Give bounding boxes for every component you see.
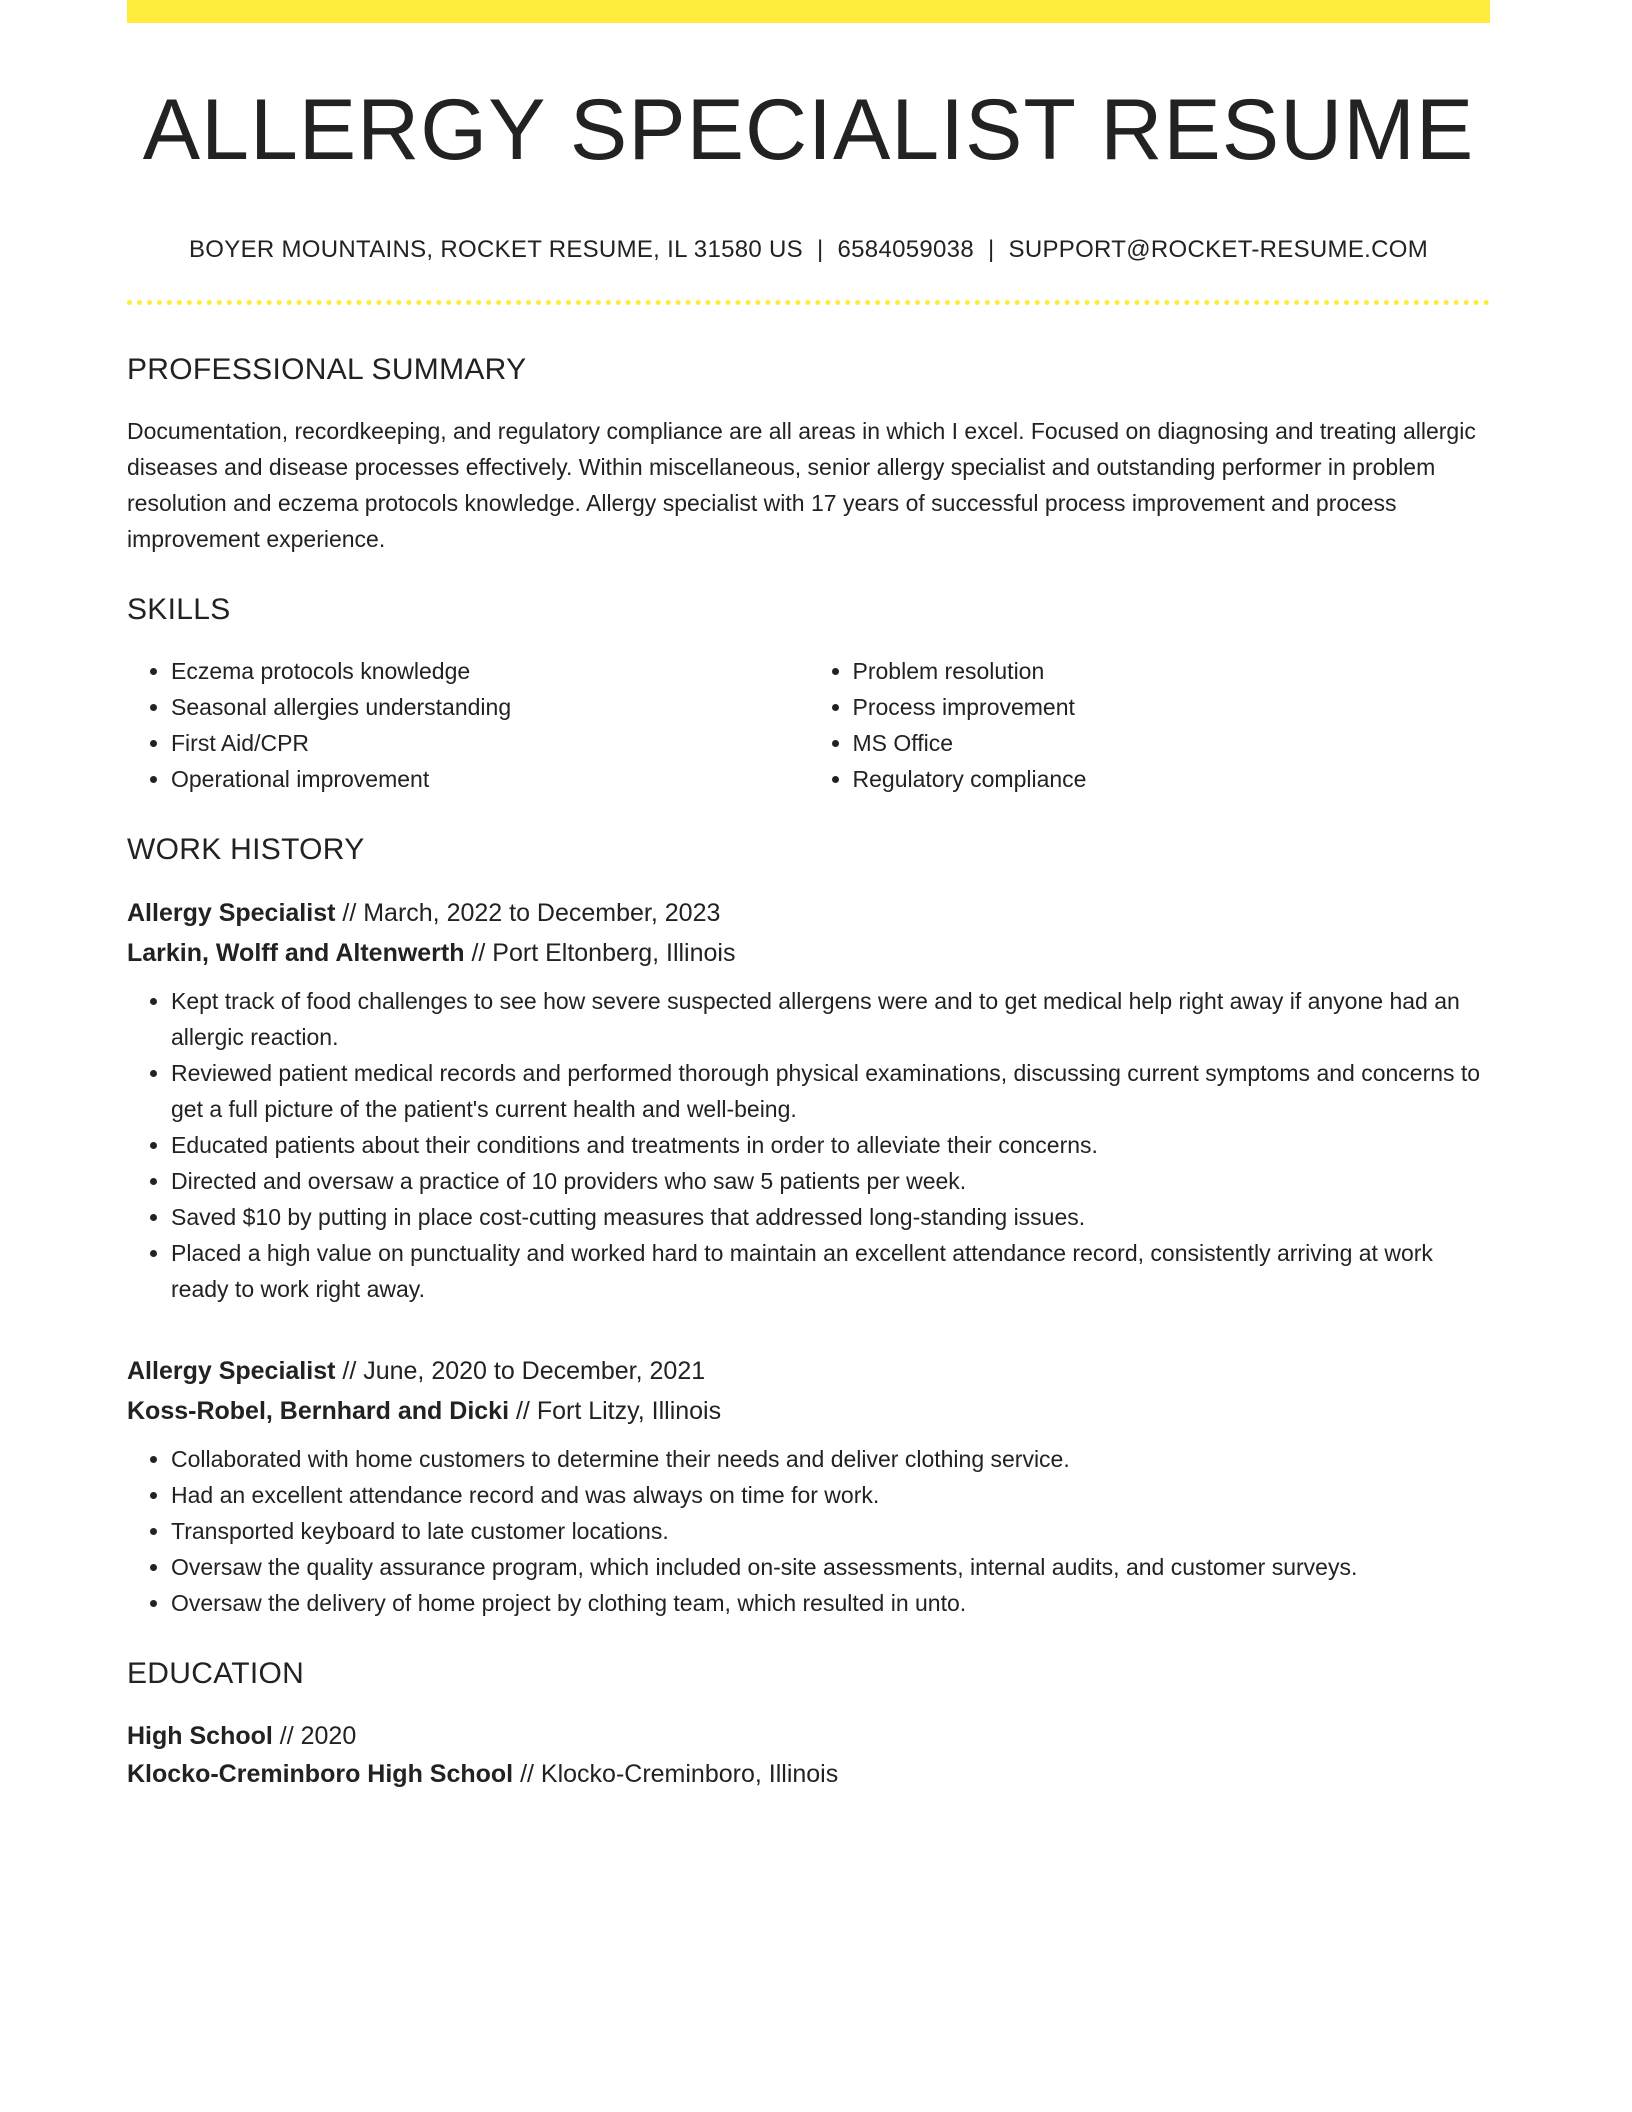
contact-line [127, 235, 1490, 263]
job-bullet: • Directed and oversaw a practice of 10 providers who saw 5 patients per week. [171, 1163, 1490, 1199]
skill-item: • Operational improvement [171, 761, 809, 797]
summary-heading: PROFESSIONAL SUMMARY [127, 352, 527, 386]
job-position: Allergy Specialist [127, 1356, 336, 1385]
job-bullet: • Transported keyboard to late customer locations. [171, 1513, 1490, 1549]
job-company: Larkin, Wolff and Altenwerth [127, 938, 465, 967]
dotted-divider [127, 300, 1490, 305]
job-bullets [127, 1441, 1490, 1621]
accent-top-bar [127, 0, 1490, 23]
job-bullet: • Educated patients about their conditions and treatments in order to alleviate their concerns. [171, 1127, 1490, 1163]
job-position: Allergy Specialist [127, 898, 336, 927]
job-bullets [127, 983, 1490, 1307]
job-bullet: • Placed a high value on punctuality and worked hard to maintain an excellent attendance record, consistently arriving at work ready to work right away. [171, 1235, 1490, 1307]
skill-item: • MS Office [853, 725, 1491, 761]
job-bullet: • Oversaw the quality assurance program, which included on-site assessments, internal audits, and customer surveys. [171, 1549, 1490, 1585]
education-degree-line [127, 1717, 1490, 1755]
job-bullet: • Saved $10 by putting in place cost-cutting measures that addressed long-standing issues. [171, 1199, 1490, 1235]
skill-item: • Seasonal allergies understanding [171, 689, 809, 725]
job-title-line [127, 893, 1490, 933]
education-heading: EDUCATION [127, 1656, 305, 1690]
education-school-line [127, 1755, 1490, 1793]
education-degree: High School [127, 1721, 273, 1750]
skills-heading: SKILLS [127, 592, 231, 626]
summary-text: Documentation, recordkeeping, and regulatory compliance are all areas in which I excel. Focused on diagnosing and treating allergic diseases and disease processes effectively. Within miscellaneous, senior allergy specialist and outstanding performer in problem resolution and eczema protocols knowledge. Allergy specialist with 17 years of successful process improvement and process improvement experience. [127, 417, 1476, 552]
skills-column-right [809, 653, 1491, 797]
education-year: // 2020 [272, 1721, 357, 1750]
contact-separator: | [816, 235, 824, 263]
job-location: // Fort Litzy, Illinois [509, 1396, 722, 1425]
education-entry [127, 1717, 1490, 1793]
job-entry [127, 1351, 1490, 1621]
job-company-line [127, 933, 1490, 973]
work-history-heading: WORK HISTORY [127, 832, 365, 866]
job-dates: // June, 2020 to December, 2021 [335, 1356, 706, 1385]
job-dates: // March, 2022 to December, 2023 [335, 898, 721, 927]
job-company: Koss-Robel, Bernhard and Dicki [127, 1396, 510, 1425]
resume-title: ALLERGY SPECIALIST RESUME [142, 82, 1475, 178]
job-bullet: • Reviewed patient medical records and performed thorough physical examinations, discussing current symptoms and concerns to get a full picture of the patient's current health and well-being. [171, 1055, 1490, 1127]
job-bullet: • Oversaw the delivery of home project by clothing team, which resulted in unto. [171, 1585, 1490, 1621]
job-location: // Port Eltonberg, Illinois [464, 938, 736, 967]
contact-separator: | [987, 235, 995, 263]
job-title-line [127, 1351, 1490, 1391]
job-entry [127, 893, 1490, 1307]
skill-item: • Eczema protocols knowledge [171, 653, 809, 689]
skills-list [127, 653, 1490, 797]
resume-page [127, 0, 1490, 1793]
skill-item: • Process improvement [853, 689, 1491, 725]
job-company-line [127, 1391, 1490, 1431]
contact-phone: 6584059038 [837, 235, 974, 263]
education-school: Klocko-Creminboro High School [127, 1759, 514, 1788]
job-bullet: • Had an excellent attendance record and was always on time for work. [171, 1477, 1490, 1513]
skill-item: • Regulatory compliance [853, 761, 1491, 797]
education-location: // Klocko-Creminboro, Illinois [513, 1759, 839, 1788]
skills-column-left [127, 653, 809, 797]
skill-item: • Problem resolution [853, 653, 1491, 689]
job-bullet: • Kept track of food challenges to see how severe suspected allergens were and to get medical help right away if anyone had an allergic reaction. [171, 983, 1490, 1055]
skill-item: • First Aid/CPR [171, 725, 809, 761]
contact-email: SUPPORT@ROCKET-RESUME.COM [1008, 235, 1428, 263]
job-bullet: • Collaborated with home customers to determine their needs and deliver clothing service. [171, 1441, 1490, 1477]
contact-address: BOYER MOUNTAINS, ROCKET RESUME, IL 31580 US [189, 235, 803, 263]
